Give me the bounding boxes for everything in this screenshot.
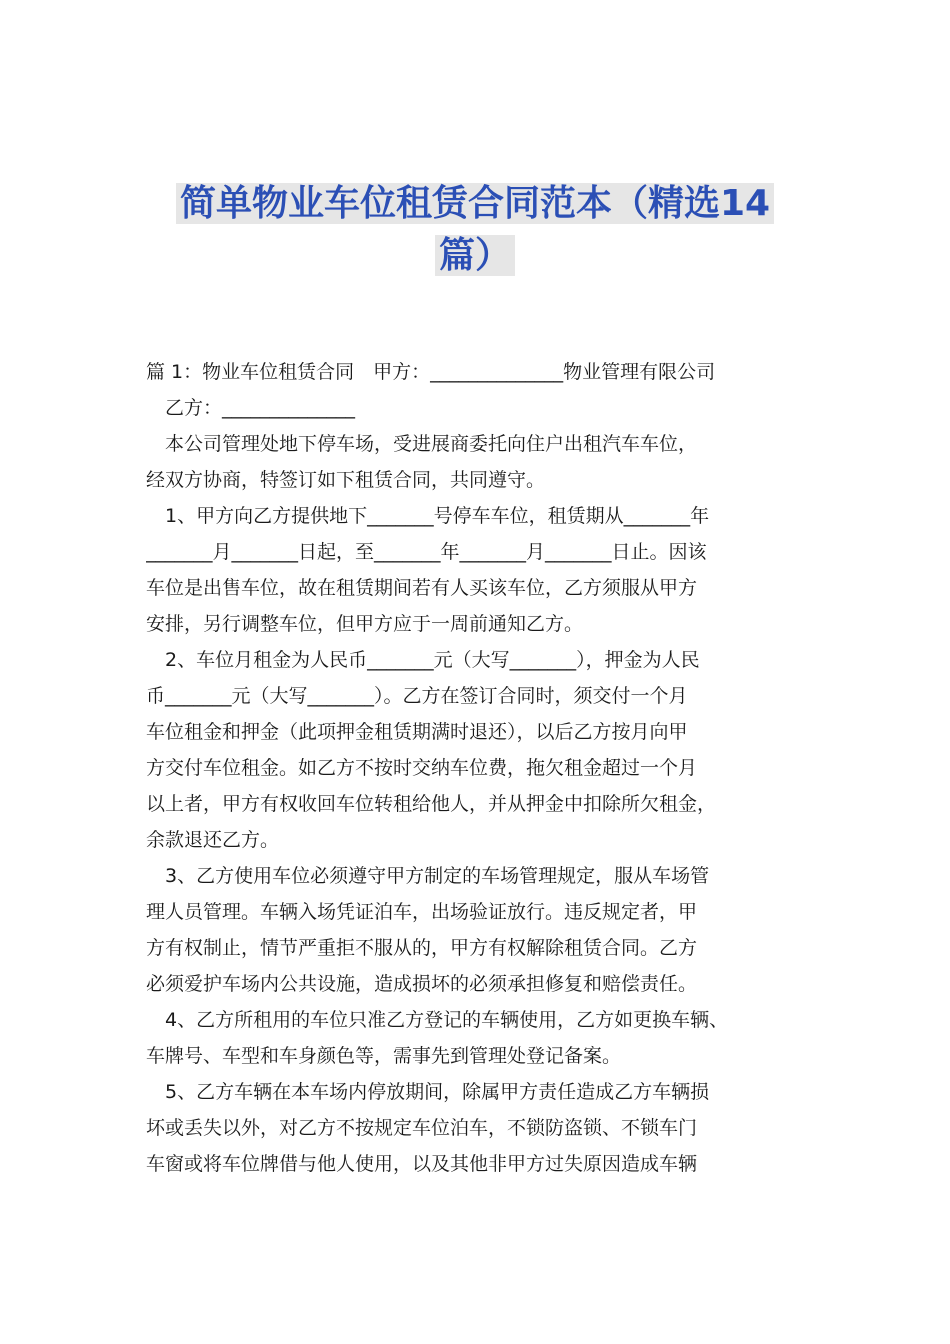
body-line: 车位租金和押金（此项押金租赁期满时退还），以后乙方按月向甲: [146, 721, 688, 743]
body-line: 经双方协商，特签订如下租赁合同，共同遵守。: [146, 469, 546, 491]
body-line: 本公司管理处地下停车场，受进展商委托向住户出租汽车车位，: [146, 433, 698, 455]
body-line: 乙方：______________: [146, 397, 356, 419]
body-line: 车位是出售车位，故在租赁期间若有人买该车位，乙方须服从甲方: [146, 577, 698, 599]
body-line: 2、车位月租金为人民币_______元（大写_______），押金为人民: [146, 649, 700, 671]
body-line: 车窗或将车位牌借与他人使用，以及其他非甲方过失原因造成车辆: [146, 1153, 698, 1175]
body-line: 4、乙方所租用的车位只准乙方登记的车辆使用，乙方如更换车辆、: [146, 1009, 729, 1031]
title-line-1: 简单物业车位租赁合同范本（精选14: [176, 183, 774, 224]
body-line: 方有权制止，情节严重拒不服从的，甲方有权解除租赁合同。乙方: [146, 937, 698, 959]
body-line: 余款退还乙方。: [146, 829, 280, 851]
document-body: [146, 354, 826, 1182]
body-line: 必须爱护车场内公共设施，造成损坏的必须承担修复和赔偿责任。: [146, 973, 698, 995]
title-line-2: 篇）: [435, 235, 515, 276]
body-line: 理人员管理。车辆入场凭证泊车，出场验证放行。违反规定者，甲: [146, 901, 698, 923]
body-line: 以上者，甲方有权收回车位转租给他人，并从押金中扣除所欠租金，: [146, 793, 717, 815]
body-line: 币_______元（大写_______）。乙方在签订合同时，须交付一个月: [146, 685, 688, 707]
body-line: 方交付车位租金。如乙方不按时交纳车位费，拖欠租金超过一个月: [146, 757, 698, 779]
body-line: 车牌号、车型和车身颜色等，需事先到管理处登记备案。: [146, 1045, 622, 1067]
body-line: 坏或丢失以外，对乙方不按规定车位泊车，不锁防盗锁、不锁车门: [146, 1117, 698, 1139]
body-line: 篇 1：物业车位租赁合同 甲方：______________物业管理有限公司: [146, 361, 716, 383]
body-line: 安排，另行调整车位，但甲方应于一周前通知乙方。: [146, 613, 584, 635]
body-line: 5、乙方车辆在本车场内停放期间，除属甲方责任造成乙方车辆损: [146, 1081, 710, 1103]
body-line: 3、乙方使用车位必须遵守甲方制定的车场管理规定，服从车场管: [146, 865, 710, 887]
document-title: [160, 178, 790, 282]
body-line: _______月_______日起，至_______年_______月_______日止。因该: [146, 541, 707, 563]
body-line: 1、甲方向乙方提供地下_______号停车车位，租赁期从_______年: [146, 505, 710, 527]
